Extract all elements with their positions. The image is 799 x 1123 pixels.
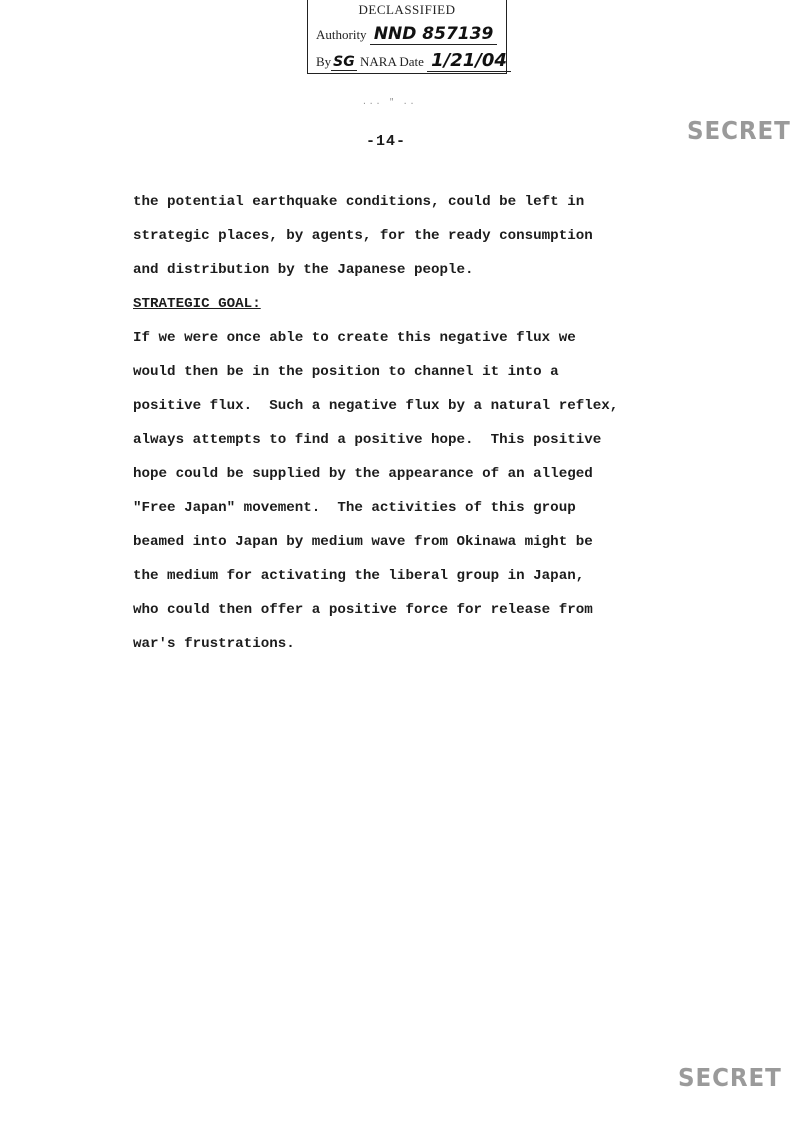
body-text bbox=[133, 185, 713, 661]
body-line: who could then offer a positive force for release from bbox=[133, 602, 593, 618]
body-line: beamed into Japan by medium wave from Okinawa might be bbox=[133, 534, 593, 550]
body-line: the medium for activating the liberal group in Japan, bbox=[133, 568, 585, 584]
body-line: always attempts to find a positive hope. This positive bbox=[133, 432, 602, 448]
authority-row bbox=[316, 24, 497, 44]
by-label: By bbox=[316, 54, 332, 69]
page-number: -14- bbox=[366, 133, 407, 150]
authority-value: NND 857139 bbox=[370, 24, 497, 45]
ink-smudge: ... " .. bbox=[362, 98, 417, 107]
body-line: the potential earthquake conditions, could be left in bbox=[133, 194, 585, 210]
strategic-goal-heading-line bbox=[133, 287, 713, 321]
nara-date-label: NARA Date bbox=[360, 54, 424, 69]
body-line: strategic places, by agents, for the ready consumption bbox=[133, 228, 593, 244]
strategic-goal-heading: STRATEGIC GOAL: bbox=[133, 296, 261, 312]
declassification-stamp bbox=[307, 0, 507, 74]
by-initials: SG bbox=[333, 54, 355, 70]
body-line: war's frustrations. bbox=[133, 636, 295, 652]
body-line: hope could be supplied by the appearance of an alleged bbox=[133, 466, 593, 482]
nara-date-value: 1/21/04 bbox=[427, 50, 511, 72]
secret-stamp-bottom: SECRET bbox=[678, 1063, 782, 1092]
body-line: If we were once able to create this negative flux we bbox=[133, 330, 576, 346]
body-line: positive flux. Such a negative flux by a natural reflex, bbox=[133, 398, 619, 414]
body-line: and distribution by the Japanese people. bbox=[133, 262, 474, 278]
body-line: would then be in the position to channel it into a bbox=[133, 364, 559, 380]
by-row bbox=[316, 50, 511, 71]
authority-label: Authority bbox=[316, 27, 367, 42]
secret-stamp-top: SECRET bbox=[687, 116, 791, 145]
body-line: "Free Japan" movement. The activities of this group bbox=[133, 500, 576, 516]
declassified-title: DECLASSIFIED bbox=[358, 2, 456, 17]
